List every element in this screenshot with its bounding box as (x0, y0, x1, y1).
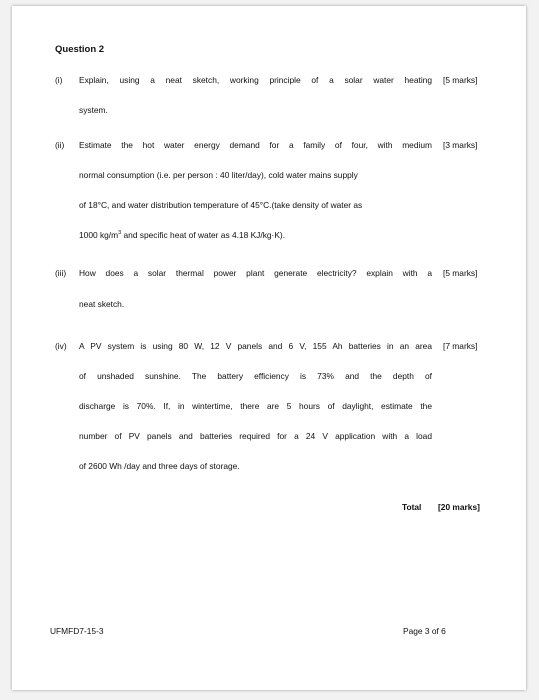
footer-course-code: UFMFD7-15-3 (50, 626, 104, 636)
question-iv-line-4: number of PV panels and batteries required for a 24 V application with a load (79, 431, 432, 441)
question-number-iii: (iii) (55, 268, 67, 278)
question-i-line-2: system. (79, 105, 108, 115)
question-iv-line-3: discharge is 70%. If, in wintertime, there are 5 hours of daylight, estimate the (79, 401, 432, 411)
question-ii-marks: [3 marks] (443, 140, 478, 150)
question-iv-marks: [7 marks] (443, 341, 478, 351)
question-i-marks: [5 marks] (443, 75, 478, 85)
question-ii-line-2: normal consumption (i.e. per person : 40 liter/day), cold water mains supply (79, 170, 358, 180)
question-iv-line-2: of unshaded sunshine. The battery efficiency is 73% and the depth of (79, 371, 432, 381)
question-number-iv: (iv) (55, 341, 67, 351)
question-ii-line-4: 1000 $kg/m^3$ and specific heat of water as 4.18 KJ/kg·K). (79, 230, 286, 240)
question-iii-line-1: How does a solar thermal power plant generate electricity? explain with a (79, 268, 432, 278)
question-ii-line-1: Estimate the hot water energy demand for a family of four, with medium (79, 140, 432, 150)
question-title: Question 2 (55, 44, 105, 55)
question-iii-marks: [5 marks] (443, 268, 478, 278)
question-number-ii: (ii) (55, 140, 65, 150)
question-iv-line-5: of 2600 Wh /day and three days of storage. (79, 461, 240, 471)
document-page (12, 6, 526, 690)
question-ii-line-3: of 18°C, and water distribution temperature of 45°C.(take density of water as (79, 200, 363, 210)
question-i-line-1: Explain, using a neat sketch, working principle of a solar water heating (79, 75, 432, 85)
footer-page-number: Page 3 of 6 (403, 626, 446, 636)
question-number-i: (i) (55, 75, 63, 85)
total-marks: [20 marks] (438, 502, 480, 512)
total-label: Total (402, 502, 422, 512)
question-iii-line-2: neat sketch. (79, 299, 125, 309)
question-iv-line-1: A PV system is using 80 W, 12 V panels and 6 V, 155 Ah batteries in an area (79, 341, 432, 351)
